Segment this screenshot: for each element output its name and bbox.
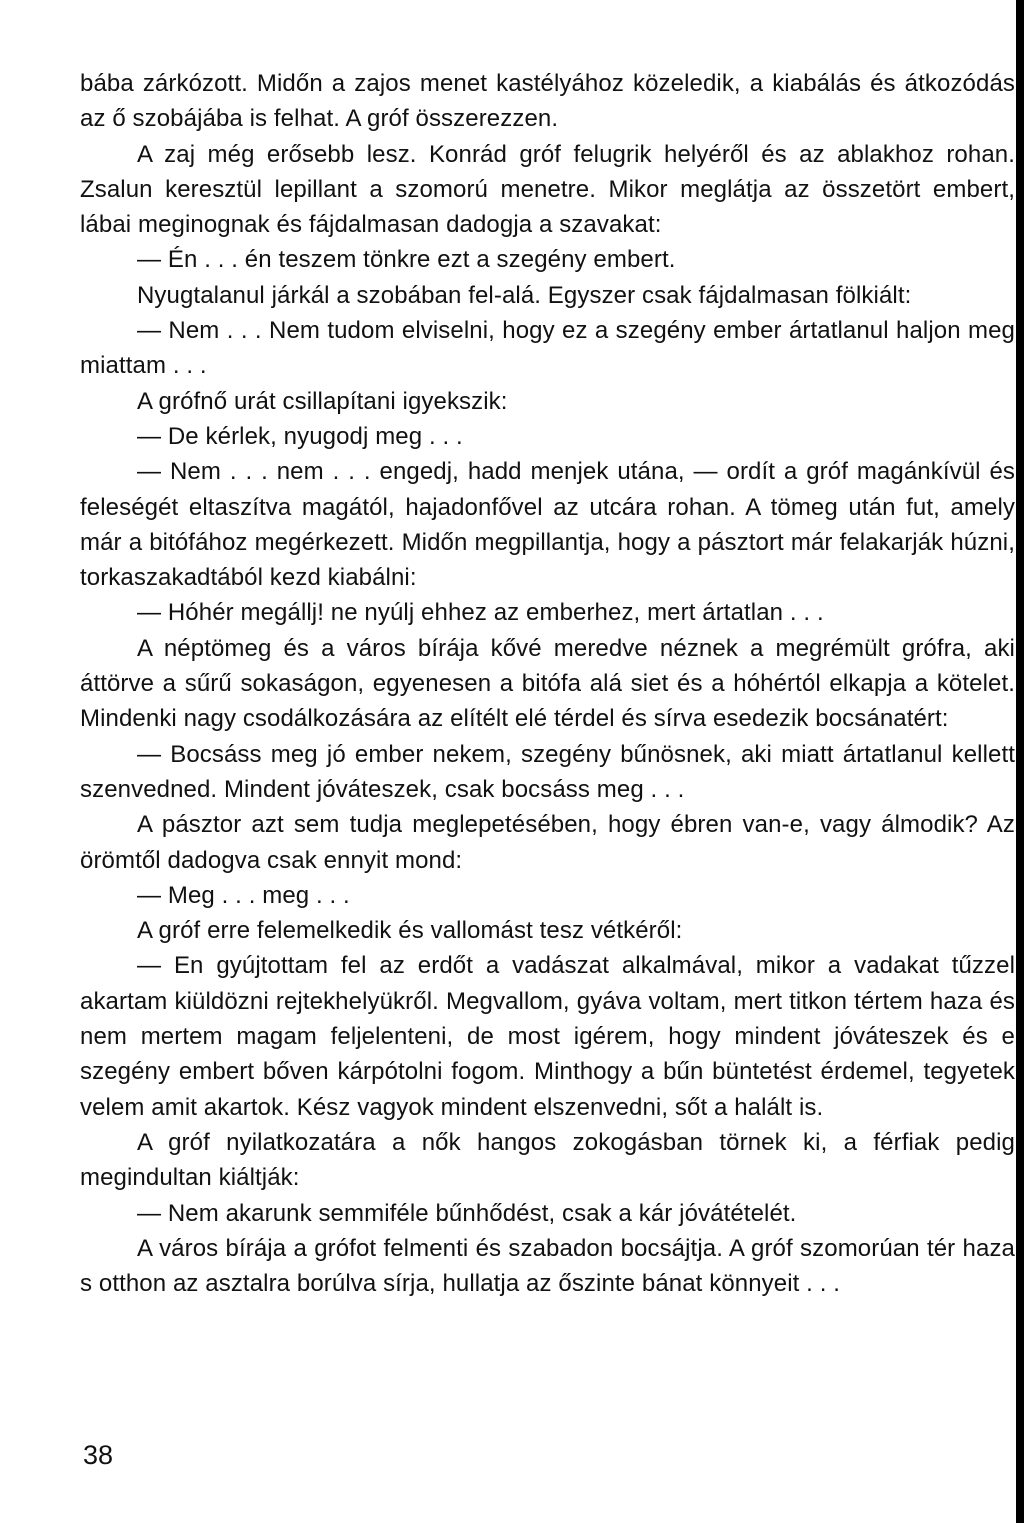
dialogue-line: — Nem . . . Nem tudom elviselni, hogy ez a szegény ember ártatlanul haljon meg miattam . . . (80, 317, 1015, 380)
body-text (80, 66, 1015, 1301)
dialogue-line: — Hóhér megállj! ne nyúlj ehhez az emberhez, mert ártatlan . . . (137, 599, 824, 627)
dialogue-line: — En gyújtottam fel az erdőt a vadászat alkalmával, mikor a vadakat tűzzel akartam kiüldözni rejtekhelyükről. Megvallom, gyáva voltam, mert titkon tértem haza és nem mertem magam feljelenteni, de most igérem, hogy mindent jóváteszek és e szegény embert bőven kárpótolni fogom. Minthogy a bűn büntetést érdemel, tegyetek velem amit akartok. Kész vagyok mindent elszenvedni, sőt a halált is. (80, 952, 1015, 1121)
dialogue-line: — De kérlek, nyugodj meg . . . (137, 422, 463, 450)
paragraph: A grófnő urát csillapítani igyekszik: (137, 387, 508, 415)
dialogue-line: — Én . . . én teszem tönkre ezt a szegény embert. (137, 246, 676, 274)
dialogue-line: — Nem . . . nem . . . engedj, hadd menjek utána, — ordít a gróf magánkívül és feleségét eltaszítva magától, hajadonfővel az utcára rohan. A tömeg után fut, amely már a bitófához megérkezett. Midőn megpillantja, hogy a pásztort már felakarják húzni, torkaszakadtából kezd kiabálni: (80, 458, 1015, 592)
dialogue-line: — Meg . . . meg . . . (137, 881, 350, 909)
paragraph: A város bírája a grófot felmenti és szabadon bocsájtja. A gróf szomorúan tér haza s otthon az asztalra borúlva sírja, hullatja az őszinte bánat könnyeit . . . (80, 1234, 1015, 1298)
page-number: 38 (83, 1440, 114, 1470)
dialogue-line: — Nem akarunk semmiféle bűnhődést, csak a kár jóvátételét. (137, 1199, 797, 1227)
scan-edge (1016, 0, 1024, 1523)
paragraph: A gróf erre felemelkedik és vallomást tesz vétkéről: (137, 917, 683, 945)
paragraph: A pásztor azt sem tudja meglepetésében, hogy ébren van-e, vagy álmodik? Az örömtől dadogva csak ennyit mond: (80, 811, 1015, 874)
dialogue-line: — Bocsáss meg jó ember nekem, szegény bűnösnek, aki miatt ártatlanul kellett szenvedned. Mindent jóváteszek, csak bocsáss meg . . . (80, 740, 1015, 803)
paragraph: bába zárkózott. Midőn a zajos menet kastélyához közeledik, a kiabálás és átkozódás az ő szobájába is felhat. A gróf összerezzen. (80, 70, 1015, 133)
paragraph: A zaj még erősebb lesz. Konrád gróf felugrik helyéről és az ablakhoz rohan. Zsalun keresztül lepillant a szomorú menetre. Mikor meglátja az összetört embert, lábai meginognak és fájdalmasan dadogja a szavakat: (80, 140, 1015, 239)
paragraph: A néptömeg és a város bírája kővé meredve néznek a megrémült grófra, aki áttörve a sűrű sokaságon, egyenesen a bitófa alá siet és a hóhértól elkapja a kötelet. Mindenki nagy csodálkozására az elítélt elé térdel és sírva esedezik bocsánatért: (80, 634, 1015, 733)
paragraph: A gróf nyilatkozatára a nők hangos zokogásban törnek ki, a férfiak pedig megindultan kiáltják: (80, 1128, 1015, 1192)
paragraph: Nyugtalanul járkál a szobában fel-alá. Egyszer csak fájdalmasan fölkiált: (137, 281, 912, 309)
